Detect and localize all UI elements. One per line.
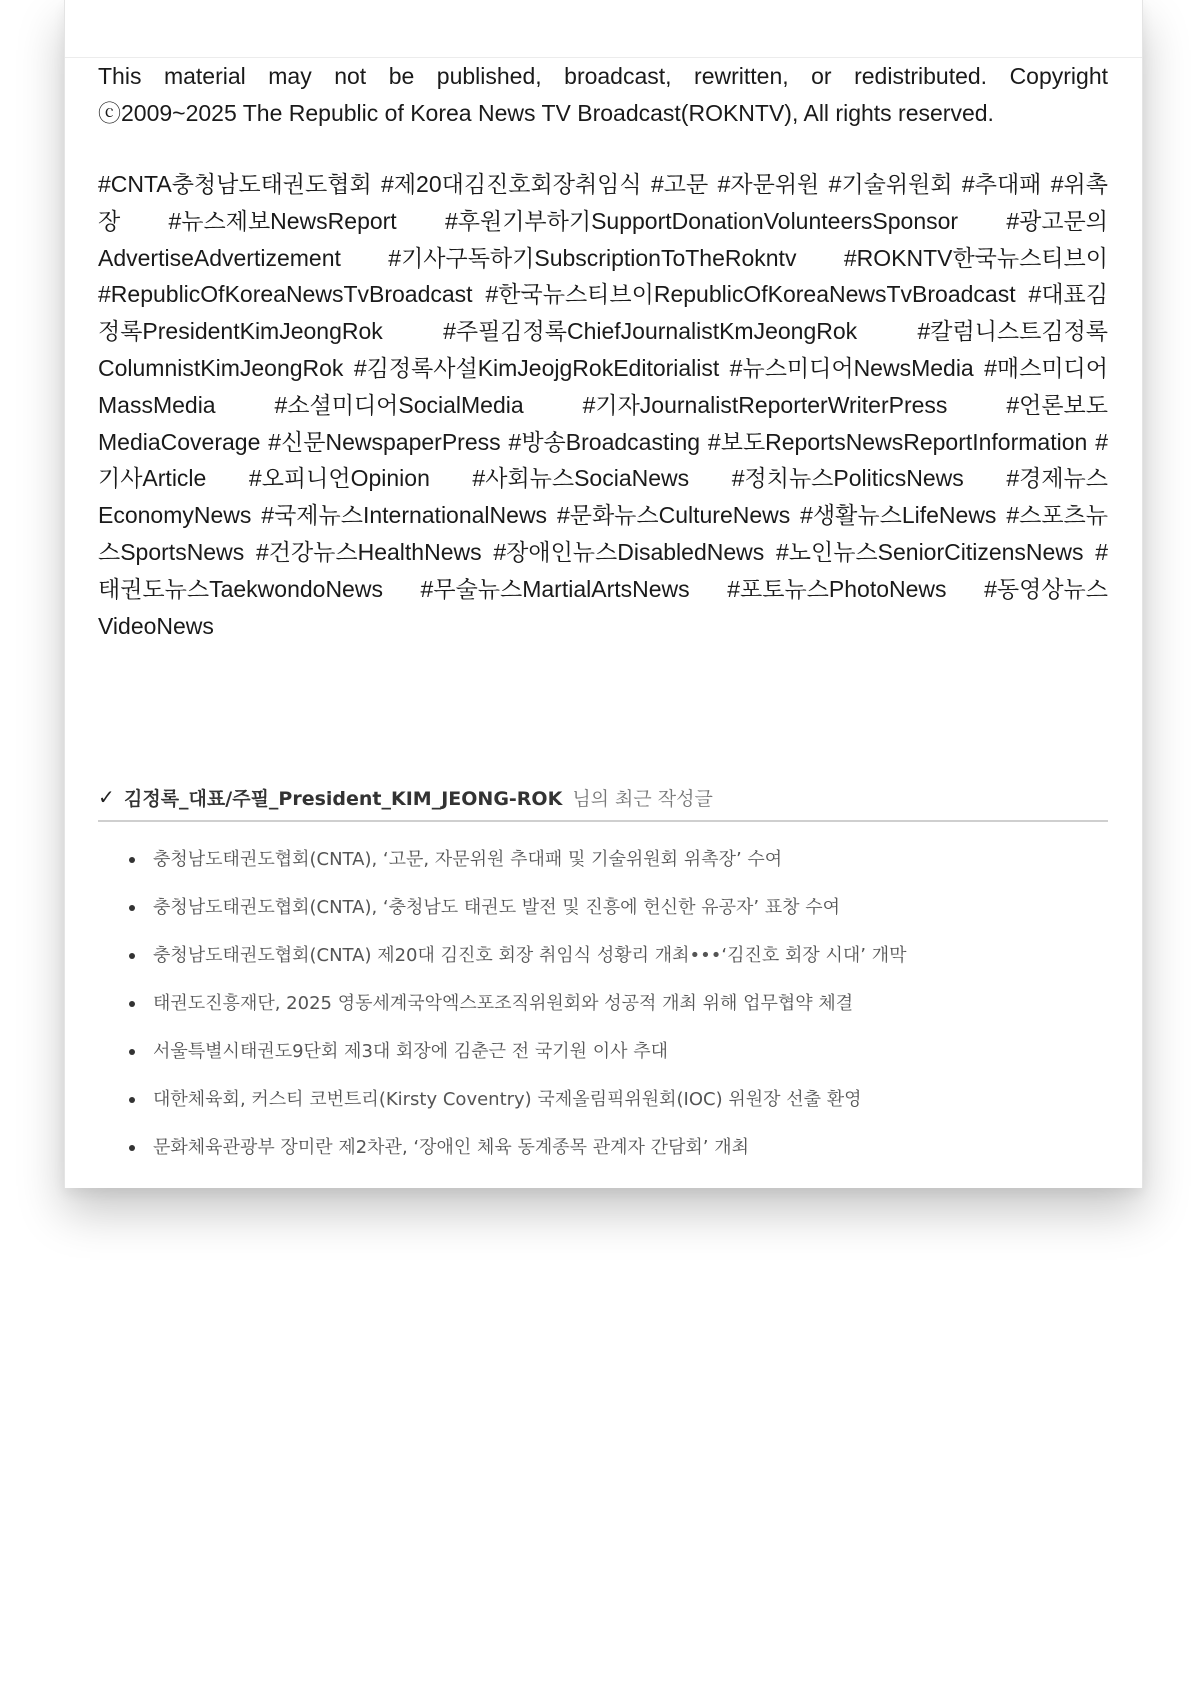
recent-posts-label: 님의 최근 작성글 <box>572 787 713 810</box>
list-item <box>98 1124 1108 1172</box>
list-item <box>98 980 1108 1028</box>
hashtag-paragraph: #CNTA충청남도태권도협회 #제20대김진호회장취임식 #고문 #자문위원 #기술위원회 #추대패 #위촉장 #뉴스제보NewsReport #후원기부하기SupportDonationVolunteersSponsor #광고문의AdvertiseAdvertizement #기사구독하기SubscriptionToTheRokntv #ROKNTV한국뉴스티브이 #RepublicOfKoreaNewsTvBroadcast #한국뉴스티브이RepublicOfKoreaNewsTvBroadcast #대표김정록PresidentKimJeongRok #주필김정록ChiefJournalistKmJeongRok #칼럼니스트김정록ColumnistKimJeongRok #김정록사설KimJeojgRokEditorialist #뉴스미디어NewsMedia #매스미디어MassMedia #소셜미디어SocialMedia #기자JournalistReporterWriterPress #언론보도MediaCoverage #신문NewspaperPress #방송Broadcasting #보도ReportsNewsReportInformation #기사Article #오피니언Opinion #사회뉴스SociaNews #정치뉴스PoliticsNews #경제뉴스EconomyNews #국제뉴스InternationalNews #문화뉴스CultureNews #생활뉴스LifeNews #스포츠뉴스SportsNews #건강뉴스HealthNews #장애인뉴스DisabledNews #노인뉴스SeniorCitizensNews #태권도뉴스TaekwondoNews #무술뉴스MartialArtsNews #포토뉴스PhotoNews #동영상뉴스VideoNews <box>98 171 1108 639</box>
recent-posts-list <box>98 836 1108 1172</box>
bullet-icon <box>129 953 135 959</box>
article-card <box>64 0 1143 1188</box>
recent-post-link[interactable]: 대한체육회, 커스티 코번트리(Kirsty Coventry) 국제올림픽위원회(IOC) 위원장 선출 환영 <box>153 1089 862 1110</box>
bullet-icon <box>129 1049 135 1055</box>
bullet-icon <box>129 905 135 911</box>
bullet-icon <box>129 1097 135 1103</box>
author-name-link[interactable]: 김정록_대표/주필_President_KIM_JEONG-ROK <box>124 787 563 810</box>
recent-post-link[interactable]: 서울특별시태권도9단회 제3대 회장에 김춘근 전 국기원 이사 추대 <box>153 1041 669 1062</box>
copyright-line-2: ⓒ2009~2025 The Republic of Korea News TV Broadcast(ROKNTV), All rights reserved. <box>98 100 994 126</box>
recent-post-link[interactable]: 충청남도태권도협회(CNTA), ‘고문, 자문위원 추대패 및 기술위원회 위촉장’ 수여 <box>153 849 783 870</box>
bullet-icon <box>129 1001 135 1007</box>
bullet-icon <box>129 1145 135 1151</box>
list-item <box>98 932 1108 980</box>
copyright-line-1: This material may not be published, broadcast, rewritten, or redistributed. Copyright <box>98 63 1108 89</box>
bullet-icon <box>129 857 135 863</box>
article-body <box>98 58 1108 644</box>
list-item <box>98 836 1108 884</box>
list-item <box>98 884 1108 932</box>
recent-post-link[interactable]: 태권도진흥재단, 2025 영동세계국악엑스포조직위원회와 성공적 개최 위해 업무협약 체결 <box>153 993 854 1014</box>
recent-post-link[interactable]: 충청남도태권도협회(CNTA) 제20대 김진호 회장 취임식 성황리 개최•••‘김진호 회장 시대’ 개막 <box>153 945 907 966</box>
check-icon: ✓ <box>98 785 115 809</box>
copyright-notice <box>98 58 1108 132</box>
recent-post-link[interactable]: 문화체육관광부 장미란 제2차관, ‘장애인 체육 동계종목 관계자 간담회’ 개최 <box>153 1137 750 1158</box>
recent-posts-section <box>98 780 1108 1172</box>
recent-posts-header <box>98 780 1108 822</box>
recent-post-link[interactable]: 충청남도태권도협회(CNTA), ‘충청남도 태권도 발전 및 진흥에 헌신한 유공자’ 표창 수여 <box>153 897 841 918</box>
list-item <box>98 1076 1108 1124</box>
list-item <box>98 1028 1108 1076</box>
